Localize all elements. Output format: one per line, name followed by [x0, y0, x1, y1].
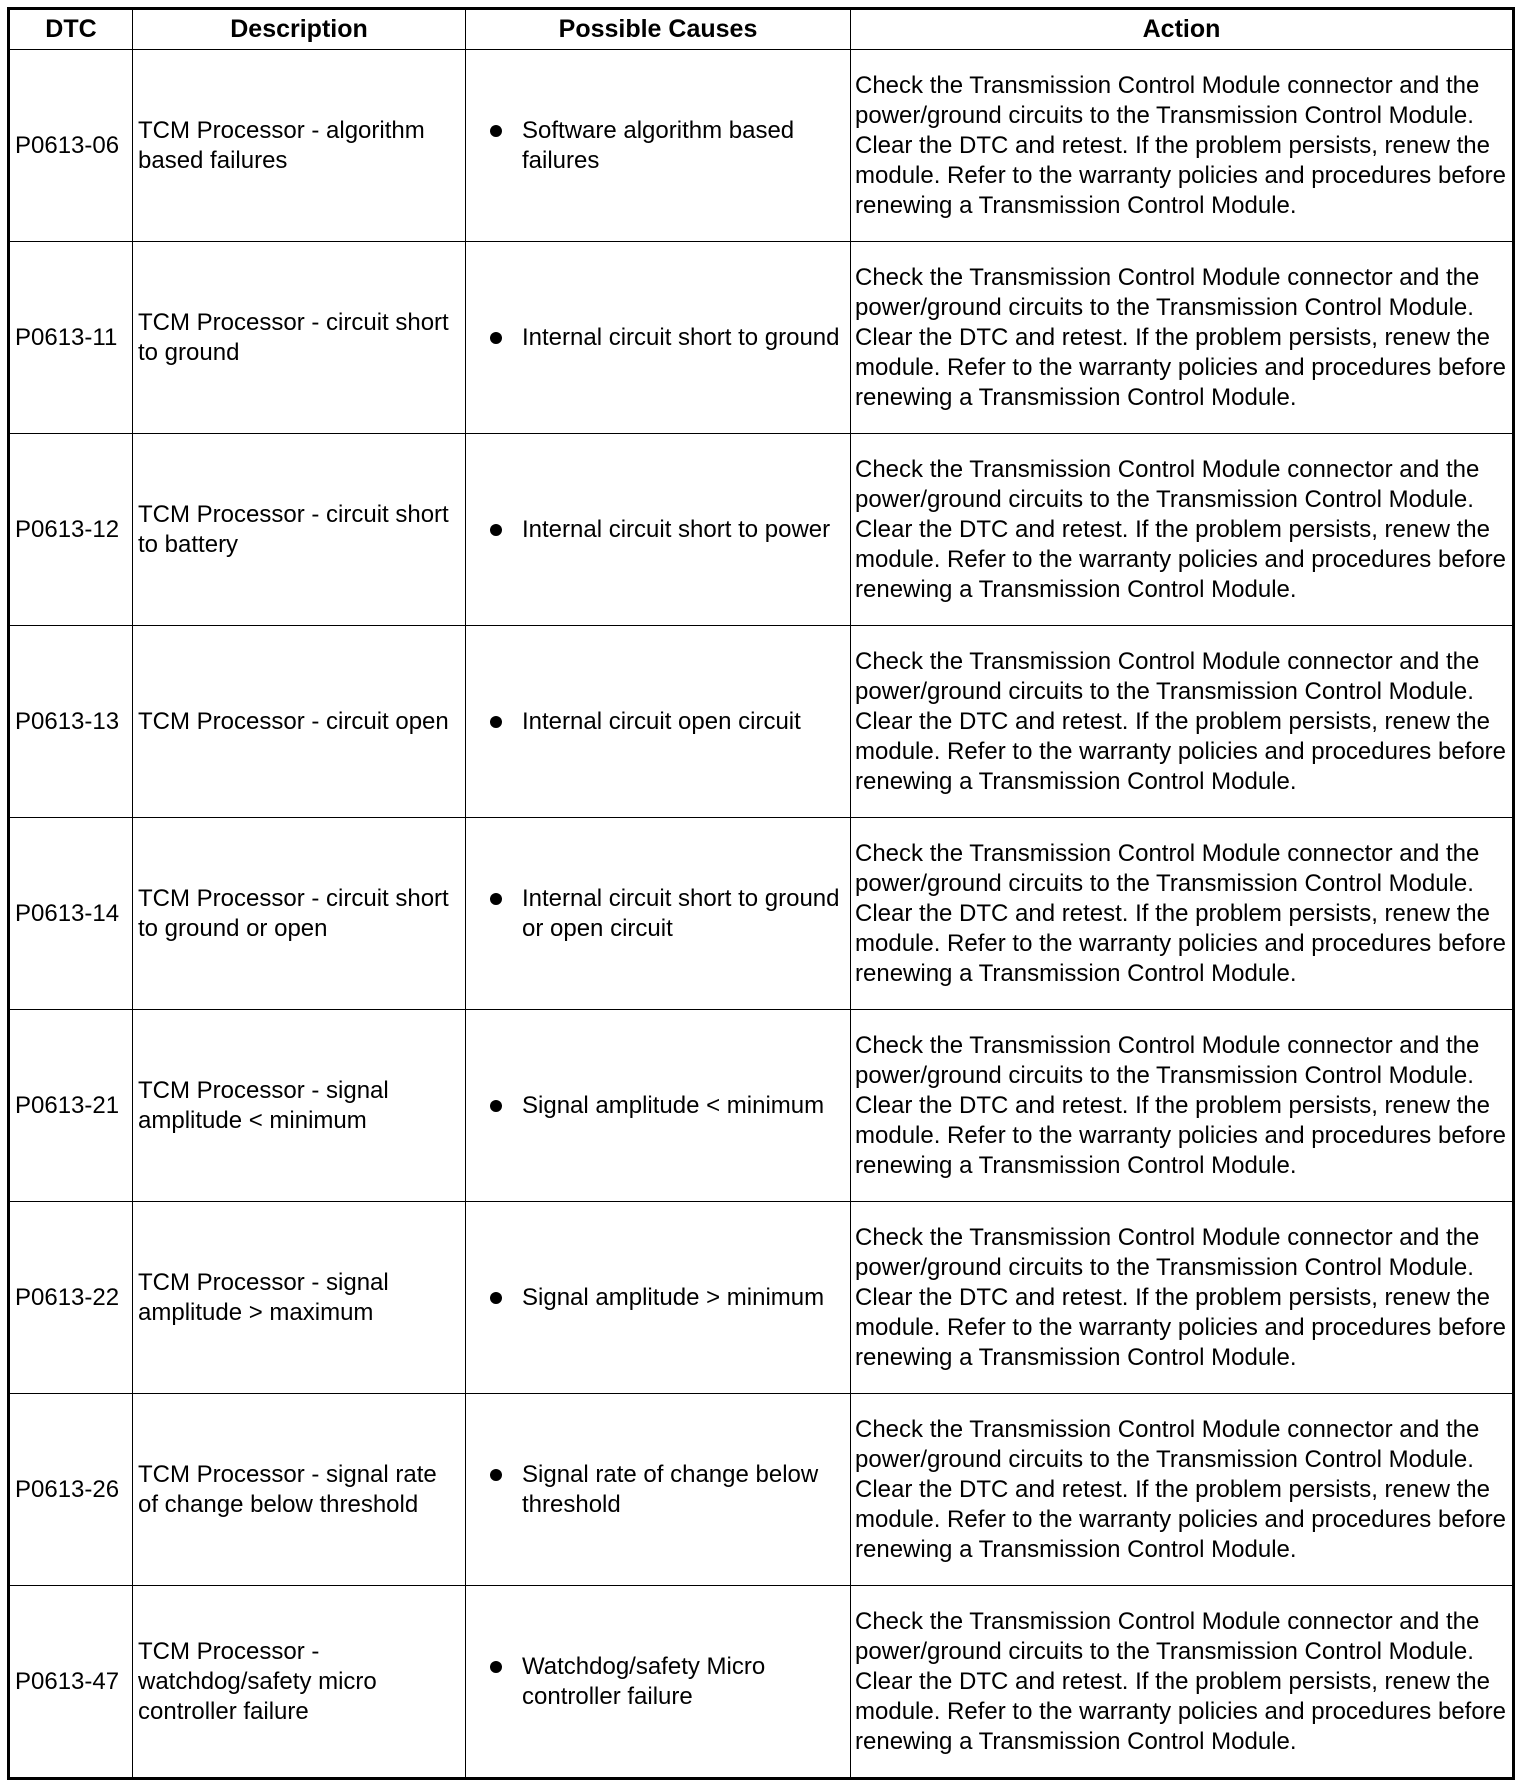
cause-text: Internal circuit short to ground or open circuit	[522, 884, 840, 942]
action-text: Check the Transmission Control Module connector and the power/ground circuits to the Transmission Control Module. Clear the DTC and retest. If the problem persists, renew the module. Refer to the warranty policies and procedures before renewing a Transmission Control Module.	[851, 434, 1514, 626]
dtc-code: P0613-11	[9, 242, 133, 434]
cause-text: Internal circuit open circuit	[522, 707, 801, 735]
description: TCM Processor - signal amplitude > maximum	[133, 1202, 466, 1394]
bullet-icon	[490, 1100, 502, 1112]
table-row	[9, 434, 1514, 626]
header-dtc: DTC	[9, 9, 133, 50]
description: TCM Processor - circuit open	[133, 626, 466, 818]
dtc-table	[7, 7, 1515, 1780]
table-row	[9, 1010, 1514, 1202]
cause-text: Signal rate of change below threshold	[522, 1460, 819, 1518]
dtc-code: P0613-21	[9, 1010, 133, 1202]
cause-text: Signal amplitude > minimum	[522, 1283, 825, 1311]
description: TCM Processor - signal amplitude < minimum	[133, 1010, 466, 1202]
description: TCM Processor - circuit short to ground or open	[133, 818, 466, 1010]
bullet-icon	[490, 1469, 502, 1481]
table-header-row	[9, 9, 1514, 50]
dtc-code: P0613-14	[9, 818, 133, 1010]
bullet-icon	[490, 332, 502, 344]
dtc-code: P0613-13	[9, 626, 133, 818]
bullet-icon	[490, 125, 502, 137]
cause-text: Software algorithm based failures	[522, 116, 795, 174]
description: TCM Processor - algorithm based failures	[133, 50, 466, 242]
cause-text: Signal amplitude < minimum	[522, 1091, 825, 1119]
bullet-icon	[490, 1292, 502, 1304]
bullet-icon	[490, 1661, 502, 1673]
description: TCM Processor - watchdog/safety micro controller failure	[133, 1586, 466, 1779]
possible-cause	[466, 434, 851, 626]
table-row	[9, 1586, 1514, 1779]
bullet-icon	[490, 893, 502, 905]
cause-text: Internal circuit short to ground	[522, 323, 840, 351]
possible-cause	[466, 50, 851, 242]
action-text: Check the Transmission Control Module connector and the power/ground circuits to the Transmission Control Module. Clear the DTC and retest. If the problem persists, renew the module. Refer to the warranty policies and procedures before renewing a Transmission Control Module.	[851, 242, 1514, 434]
possible-cause	[466, 1586, 851, 1779]
header-action: Action	[851, 9, 1514, 50]
cause-text: Watchdog/safety Micro controller failure	[522, 1652, 766, 1710]
action-text: Check the Transmission Control Module connector and the power/ground circuits to the Transmission Control Module. Clear the DTC and retest. If the problem persists, renew the module. Refer to the warranty policies and procedures before renewing a Transmission Control Module.	[851, 1394, 1514, 1586]
table-row	[9, 50, 1514, 242]
description: TCM Processor - circuit short to ground	[133, 242, 466, 434]
header-description: Description	[133, 9, 466, 50]
possible-cause	[466, 626, 851, 818]
dtc-code: P0613-12	[9, 434, 133, 626]
dtc-code: P0613-06	[9, 50, 133, 242]
cause-text: Internal circuit short to power	[522, 515, 831, 543]
dtc-code: P0613-22	[9, 1202, 133, 1394]
dtc-code: P0613-47	[9, 1586, 133, 1779]
bullet-icon	[490, 716, 502, 728]
bullet-icon	[490, 524, 502, 536]
action-text: Check the Transmission Control Module connector and the power/ground circuits to the Transmission Control Module. Clear the DTC and retest. If the problem persists, renew the module. Refer to the warranty policies and procedures before renewing a Transmission Control Module.	[851, 626, 1514, 818]
possible-cause	[466, 1394, 851, 1586]
action-text: Check the Transmission Control Module connector and the power/ground circuits to the Transmission Control Module. Clear the DTC and retest. If the problem persists, renew the module. Refer to the warranty policies and procedures before renewing a Transmission Control Module.	[851, 1010, 1514, 1202]
action-text: Check the Transmission Control Module connector and the power/ground circuits to the Transmission Control Module. Clear the DTC and retest. If the problem persists, renew the module. Refer to the warranty policies and procedures before renewing a Transmission Control Module.	[851, 1586, 1514, 1779]
description: TCM Processor - circuit short to battery	[133, 434, 466, 626]
action-text: Check the Transmission Control Module connector and the power/ground circuits to the Transmission Control Module. Clear the DTC and retest. If the problem persists, renew the module. Refer to the warranty policies and procedures before renewing a Transmission Control Module.	[851, 50, 1514, 242]
description: TCM Processor - signal rate of change below threshold	[133, 1394, 466, 1586]
possible-cause	[466, 242, 851, 434]
action-text: Check the Transmission Control Module connector and the power/ground circuits to the Transmission Control Module. Clear the DTC and retest. If the problem persists, renew the module. Refer to the warranty policies and procedures before renewing a Transmission Control Module.	[851, 1202, 1514, 1394]
dtc-code: P0613-26	[9, 1394, 133, 1586]
table-row	[9, 1394, 1514, 1586]
possible-cause	[466, 1202, 851, 1394]
header-possible-causes: Possible Causes	[466, 9, 851, 50]
possible-cause	[466, 818, 851, 1010]
table-row	[9, 242, 1514, 434]
table-row	[9, 626, 1514, 818]
table-row	[9, 1202, 1514, 1394]
table-row	[9, 818, 1514, 1010]
action-text: Check the Transmission Control Module connector and the power/ground circuits to the Transmission Control Module. Clear the DTC and retest. If the problem persists, renew the module. Refer to the warranty policies and procedures before renewing a Transmission Control Module.	[851, 818, 1514, 1010]
possible-cause	[466, 1010, 851, 1202]
